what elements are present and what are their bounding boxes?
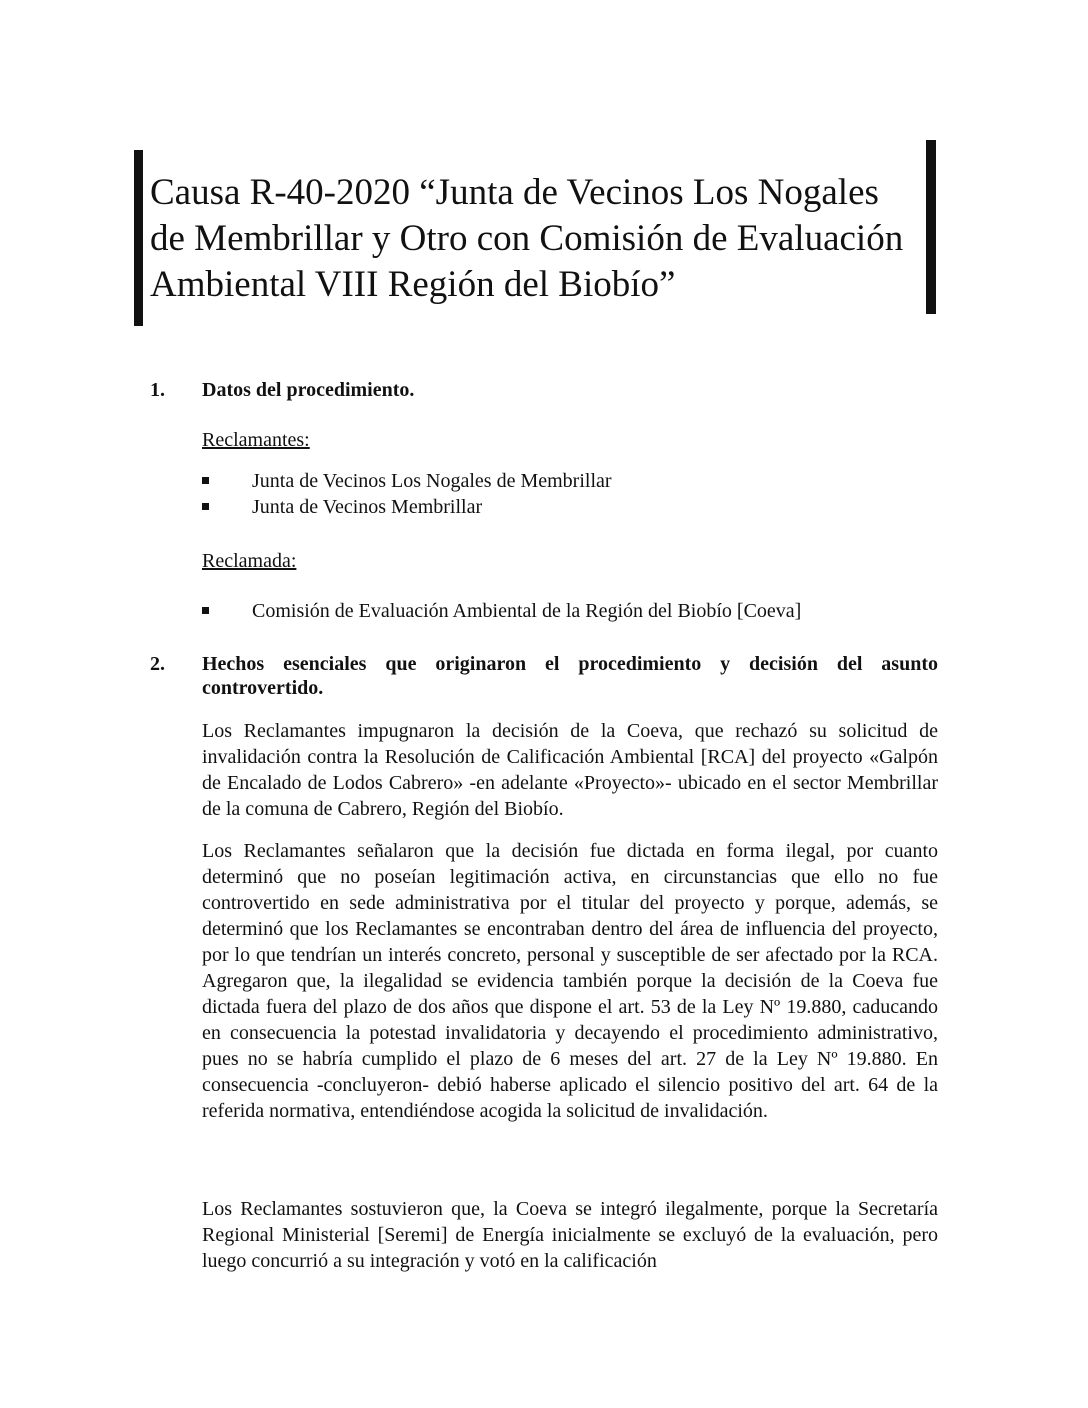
title-left-rule <box>134 150 143 326</box>
document-title: Causa R-40-2020 “Junta de Vecinos Los Nogales de Membrillar y Otro con Comisión de Evaluación Ambiental VIII Región del Biobío” <box>150 172 904 305</box>
section-1-number: 1. <box>150 379 165 401</box>
title-right-rule <box>926 140 936 314</box>
paragraph-2: Los Reclamantes señalaron que la decisión fue dictada en forma ilegal, por cuanto determinó que no poseían legitimación activa, en circunstancias que ello no fue controvertido en sede administrativa por el titular del proyecto y porque, además, se determinó que los Reclamantes se encontraban dentro del área de influencia del proyecto, por lo que tendrían un interés concreto, personal y susceptible de ser afectado por la RCA. Agregaron que, la ilegalidad se evidencia también porque la decisión de la Coeva fue dictada fuera del plazo de dos años que dispone el art. 53 de la Ley Nº 19.880, caducando en consecuencia la potestad invalidatoria y decayendo el procedimiento administrativo, pues no se habría cumplido el plazo de 6 meses del art. 27 de la Ley Nº 19.880. En consecuencia -concluyeron- debió haberse aplicado el silencio positivo del art. 64 de la referida normativa, entendiéndose acogida la solicitud de invalidación. <box>202 840 938 1122</box>
reclamantes-label: Reclamantes: <box>202 429 310 451</box>
paragraph-1: Los Reclamantes impugnaron la decisión de la Coeva, que rechazó su solicitud de invalidación contra la Resolución de Calificación Ambiental [RCA] del proyecto «Galpón de Encalado de Lodos Cabrero» -en adelante «Proyecto»- ubicado en el sector Membrillar de la comuna de Cabrero, Región del Biobío. <box>202 720 938 820</box>
paragraph-3: Los Reclamantes sostuvieron que, la Coeva se integró ilegalmente, porque la Secretaría Regional Ministerial [Seremi] de Energía inicialmente se excluyó de la evaluación, pero luego concurrió a su integración y votó en la calificación <box>202 1198 938 1272</box>
bullet-icon <box>202 477 209 484</box>
title-block <box>134 150 938 326</box>
section-2-number: 2. <box>150 653 165 675</box>
reclamada-label: Reclamada: <box>202 550 297 572</box>
bullet-icon <box>202 503 209 510</box>
reclamada-1: Comisión de Evaluación Ambiental de la Región del Biobío [Coeva] <box>252 600 802 622</box>
section-1-title: Datos del procedimiento. <box>202 379 415 401</box>
section-2-title: Hechos esenciales que originaron el procedimiento y decisión del asunto controvertido. <box>202 653 938 699</box>
reclamante-1: Junta de Vecinos Los Nogales de Membrillar <box>252 470 612 492</box>
reclamante-2: Junta de Vecinos Membrillar <box>252 496 483 518</box>
bullet-icon <box>202 607 209 614</box>
